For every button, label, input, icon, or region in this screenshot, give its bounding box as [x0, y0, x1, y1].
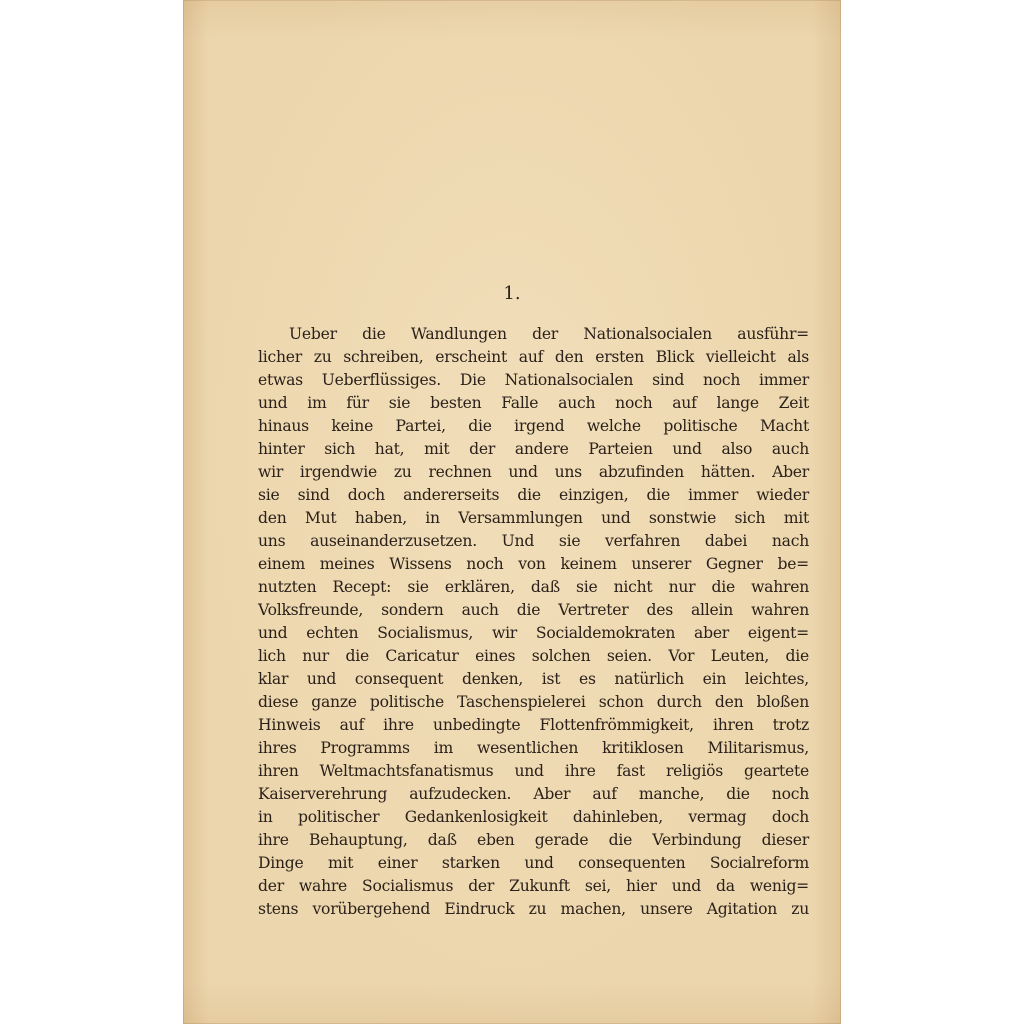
chapter-number: 1. — [503, 283, 521, 304]
text-line: ihres Programms im wesentlichen kritiklosen Militarismus, — [258, 739, 809, 757]
text-line: hinaus keine Partei, die irgend welche politische Macht — [258, 417, 809, 435]
text-line: uns auseinanderzusetzen. Und sie verfahren dabei nach — [258, 532, 809, 550]
text-line: den Mut haben, in Versammlungen und sonstwie sich mit — [258, 509, 809, 527]
text-line: lich nur die Caricatur eines solchen seien. Vor Leuten, die — [258, 647, 809, 665]
text-line: hinter sich hat, mit der andere Parteien und also auch — [258, 440, 809, 458]
text-line: Volksfreunde, sondern auch die Vertreter des allein wahren — [258, 601, 809, 619]
text-line: ihren Weltmachtsfanatismus und ihre fast religiös geartete — [258, 762, 809, 780]
text-line: licher zu schreiben, erscheint auf den ersten Blick vielleicht als — [258, 348, 809, 366]
text-line: und im für sie besten Falle auch noch auf lange Zeit — [258, 394, 809, 412]
text-line: der wahre Socialismus der Zukunft sei, hier und da wenig= — [258, 877, 809, 895]
text-line: und echten Socialismus, wir Socialdemokraten aber eigent= — [258, 624, 809, 642]
text-line: einem meines Wissens noch von keinem unserer Gegner be= — [258, 555, 809, 573]
text-line: ihre Behauptung, daß eben gerade die Verbindung dieser — [258, 831, 809, 849]
text-line: etwas Ueberflüssiges. Die Nationalsocialen sind noch immer — [258, 371, 809, 389]
text-line: nutzten Recept: sie erklären, daß sie nicht nur die wahren — [258, 578, 809, 596]
book-page — [183, 0, 841, 1024]
text-line: in politischer Gedankenlosigkeit dahinleben, vermag doch — [258, 808, 809, 826]
text-line: Dinge mit einer starken und consequenten Socialreform — [258, 854, 809, 872]
text-line: Kaiserverehrung aufzudecken. Aber auf manche, die noch — [258, 785, 809, 803]
text-line: diese ganze politische Taschenspielerei schon durch den bloßen — [258, 693, 809, 711]
text-line: Ueber die Wandlungen der Nationalsocialen ausführ= — [289, 325, 809, 343]
body-paragraph — [258, 323, 809, 921]
text-line: sie sind doch andererseits die einzigen, die immer wieder — [258, 486, 809, 504]
text-line: wir irgendwie zu rechnen und uns abzufinden hätten. Aber — [258, 463, 809, 481]
text-line: stens vorübergehend Eindruck zu machen, unsere Agitation zu — [258, 900, 809, 918]
text-line: Hinweis auf ihre unbedingte Flottenfrömmigkeit, ihren trotz — [258, 716, 809, 734]
text-line: klar und consequent denken, ist es natürlich ein leichtes, — [258, 670, 809, 688]
